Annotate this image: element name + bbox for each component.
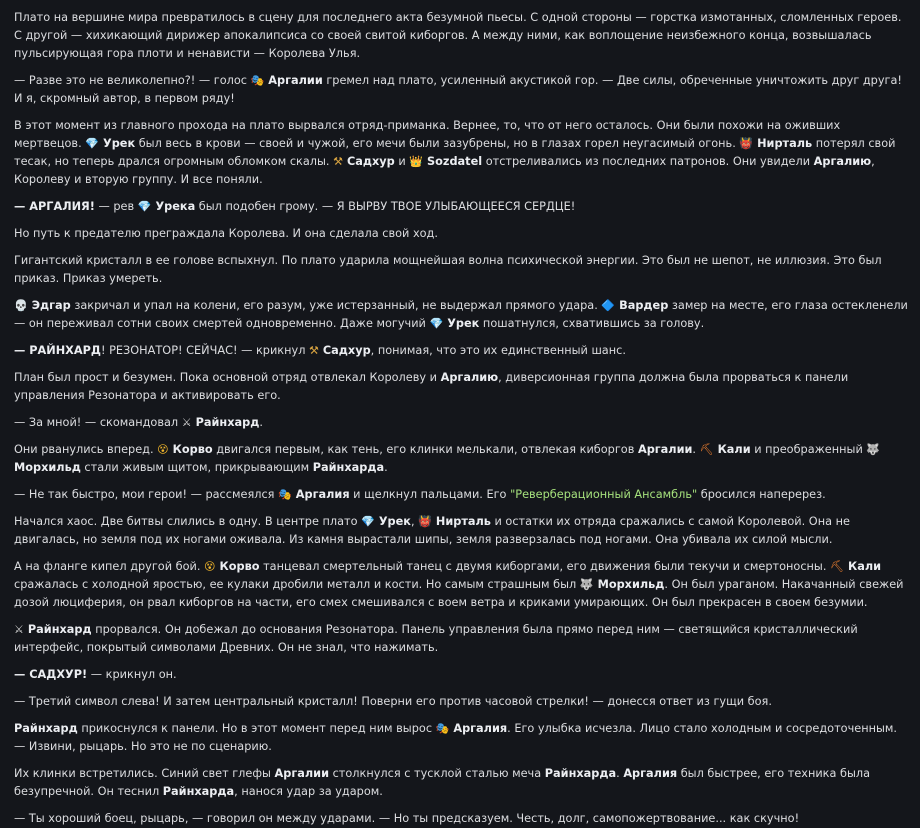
character-name: Корво [172, 443, 213, 456]
text-fragment: и [394, 155, 410, 168]
text-fragment: был подобен грому. — Я ВЫРВУ ТВОЕ УЛЫБАЮЩЕЕСЯ СЕРДЦЕ! [195, 200, 576, 213]
text-fragment: стали живым щитом, прикрывающим [80, 461, 313, 474]
text-fragment: . [384, 461, 388, 474]
text-fragment: прикоснулся к панели. Но в этот момент перед ним вырос [77, 722, 436, 735]
character-name: Морхильд [14, 461, 81, 474]
text-fragment: Гигантский кристалл в ее голове вспыхнул. По плато ударила мощнейшая волна психической энергии. Это был не шепот, не иллюзия. Это был приказ. Приказ умереть. [14, 254, 882, 285]
text-fragment: закричал и упал на колени, его разум, уже истерзанный, не выдержал прямого удара. [70, 299, 602, 312]
text-fragment: — Разве это не великолепно?! — голос [14, 74, 251, 87]
story-paragraph [14, 666, 910, 684]
character-name: Аргалия [453, 722, 508, 735]
character-name: Аргалию [440, 371, 499, 384]
gem-icon: 💎 [429, 317, 444, 330]
gem-icon: 💎 [85, 137, 99, 150]
text-fragment: План был прост и безумен. Пока основной отряд отвлекал Королеву и [14, 371, 441, 384]
text-fragment: прорвался. Он добежал до основания Резонатора. Панель управления была прямо перед ним — светящийся кристаллический интерфейс, покрытый символами Древних. Он не знал, что нажимать. [14, 623, 858, 654]
text-fragment: бросился наперерез. [697, 488, 826, 501]
story-paragraph [14, 225, 910, 243]
character-name: Кали [848, 560, 882, 573]
text-fragment: , понимая, что это их единственный шанс. [370, 344, 626, 357]
text-fragment: — Не так быстро, мои герои! — рассмеялся [14, 488, 279, 501]
character-name: Аргалия [295, 488, 350, 501]
text-fragment: пошатнулся, схватившись за голову. [479, 317, 705, 330]
character-name: Аргалию [813, 155, 872, 168]
character-name: Урека [155, 200, 196, 213]
text-fragment: потерял свой тесак, но теперь дрался огромным обломком скалы. [14, 137, 896, 168]
character-name: Аргалия [623, 767, 678, 780]
text-fragment: Но путь к предателю преграждала Королева. И она сделала свой ход. [14, 227, 438, 240]
text-fragment: Их клинки встретились. Синий свет глефы [14, 767, 275, 780]
character-name: Аргалии [268, 74, 323, 87]
text-fragment: . [616, 767, 624, 780]
crossed-swords-icon: ⚔ [14, 623, 24, 636]
story-paragraph [14, 513, 910, 549]
character-name: Райнхарда [162, 785, 235, 798]
text-fragment: — За мной! — скомандовал [14, 416, 182, 429]
text-fragment: и преображенный [750, 443, 867, 456]
character-name: Райнхард [27, 623, 92, 636]
character-name: Райнхарда [312, 461, 385, 474]
pickaxe-icon: ⛏ [699, 443, 714, 456]
text-fragment: ! РЕЗОНАТОР! СЕЙЧАС! — крикнул [100, 344, 310, 357]
story-paragraph [14, 369, 910, 405]
character-name: — САДХУР! [14, 668, 88, 681]
text-fragment: замер на месте, его глаза остекленели — он переживал сотни своих смертей одновременно. Даже могучий [14, 299, 908, 330]
text-fragment: — Третий символ слева! И затем центральный кристалл! Поверни его против часовой стрелки! — донесся ответ из гущи боя. [14, 695, 772, 708]
text-fragment: гремел над плато, усиленный акустикой гор. — Две силы, обреченные уничтожить друг друга! И я, скромный автор, в первом ряду! [14, 74, 902, 105]
story-paragraph [14, 558, 910, 612]
devil-icon: 👹 [739, 137, 754, 150]
story-paragraph [14, 198, 910, 216]
character-name: Урек [447, 317, 480, 330]
text-fragment: был весь в крови — своей и чужой, его мечи были зазубрены, но в глазах горел неугасимый огонь. [135, 137, 740, 150]
story-paragraph [14, 117, 910, 189]
text-fragment: — Извини, рыцарь. Но это не по сценарию. [14, 740, 272, 753]
tools-icon: ⚒ [309, 344, 319, 357]
crossed-swords-icon: ⚔ [181, 416, 192, 429]
story-paragraph [14, 765, 910, 801]
character-name: Эдгар [31, 299, 71, 312]
text-fragment: А на фланге кипел другой бой. [14, 560, 205, 573]
text-fragment: , [410, 515, 419, 528]
character-name: Нирталь [757, 137, 813, 150]
text-fragment: . [259, 416, 263, 429]
story-paragraph [14, 720, 910, 756]
text-fragment: и остатки их отряда сражались с самой Королевой. Она не двигалась, но земля под их ногами оживала. Из камня вырастали шипы, земля разверзалась под ногами. Она убивала их силой мысли. [14, 515, 850, 546]
text-fragment: столкнулся с тусклой сталью меча [329, 767, 545, 780]
crown-icon: 👑 [409, 155, 423, 168]
story-paragraph [14, 693, 910, 711]
pickaxe-icon: ⛏ [830, 560, 845, 573]
character-name: Корво [219, 560, 260, 573]
text-fragment: отстреливались из последних патронов. Они увидели [482, 155, 814, 168]
highlighted-text: "Реверберационный Ансамбль" [510, 488, 698, 501]
diamond-icon: 🔷 [601, 299, 616, 312]
masks-icon: 🎭 [435, 722, 450, 735]
character-name: Садхур [346, 155, 395, 168]
story-paragraph [14, 72, 910, 108]
character-name: Урек [102, 137, 136, 150]
text-fragment: — рев [94, 200, 138, 213]
text-fragment: . Его улыбка исчезла. Лицо стало холодным и сосредоточенным. [507, 722, 897, 735]
text-fragment: танцевал смертельный танец с двумя киборгами, его движения были текучи и смертоносны. [259, 560, 831, 573]
text-fragment: Начался хаос. Две битвы слились в одну. В центре плато [14, 515, 362, 528]
character-name: Аргалии [637, 443, 693, 456]
story-paragraph [14, 621, 910, 657]
character-name: Sozdatel [427, 155, 483, 168]
character-name: Райнхард [14, 722, 78, 735]
story-paragraph [14, 297, 910, 333]
character-name: Вардер [619, 299, 669, 312]
character-name: Садхур [322, 344, 371, 357]
text-fragment: , диверсионная группа должна была прорваться к панели управления Резонатора и активировать его. [14, 371, 849, 402]
text-fragment: Плато на вершине мира превратилось в сцену для последнего акта безумной пьесы. С одной стороны — горстка измотанных, сломленных героев. С другой — хихикающий дирижер апокалипсиса со своей свитой киборгов. А между ними, как воплощение неизбежного конца, возвышалась пульсирующая гора плоти и ненависти — Королева Улья. [14, 11, 902, 60]
story-paragraph [14, 810, 910, 828]
tools-icon: ⚒ [333, 155, 343, 168]
text-fragment: был быстрее, его техника была безупречной. Он теснил [14, 767, 871, 798]
story-paragraph [14, 342, 910, 360]
dizzy-face-icon: 😵 [157, 443, 169, 456]
character-name: — АРГАЛИЯ! [14, 200, 95, 213]
character-name: Кали [717, 443, 751, 456]
wolf-icon: 🐺 [579, 578, 594, 591]
text-fragment: . [692, 443, 700, 456]
text-fragment: . Он был ураганом. Накачанный свежей дозой люциферия, он рвал киборгов на части, его смех смешивался с воем ветра и криками умирающих. Он был прекрасен в своем безумии. [14, 578, 904, 609]
gem-icon: 💎 [361, 515, 375, 528]
character-name: — РАЙНХАРД [14, 344, 101, 357]
masks-icon: 🎭 [250, 74, 265, 87]
character-name: Аргалии [274, 767, 329, 780]
wolf-icon: 🐺 [866, 443, 881, 456]
text-fragment: , Королеву и вторую группу. И все поняли. [14, 155, 875, 186]
story-paragraph [14, 486, 910, 504]
text-fragment: — Ты хороший боец, рыцарь, — говорил он между ударами. — Но ты предсказуем. Честь, долг, самопожертвование... как скучно! [14, 812, 800, 825]
text-fragment: Они рванулись вперед. [14, 443, 158, 456]
character-name: Морхильд [597, 578, 665, 591]
story-paragraph [14, 441, 910, 477]
text-fragment: В этот момент из главного прохода на плато вырвался отряд-приманка. Вернее, то, что от него осталось. Они были похожи на оживших мертвецов. [14, 119, 841, 150]
character-name: Нирталь [435, 515, 491, 528]
text-fragment: — крикнул он. [87, 668, 177, 681]
story-paragraph [14, 9, 910, 63]
character-name: Райнхард [195, 416, 260, 429]
character-name: Урек [378, 515, 411, 528]
devil-icon: 👹 [418, 515, 432, 528]
skull-icon: 💀 [14, 299, 28, 312]
dizzy-face-icon: 😵 [204, 560, 216, 573]
text-fragment: двигался первым, как тень, его клинки мелькали, отвлекая киборгов [212, 443, 638, 456]
gem-icon: 💎 [137, 200, 152, 213]
masks-icon: 🎭 [278, 488, 292, 501]
character-name: Райнхарда [544, 767, 617, 780]
story-paragraph [14, 414, 910, 432]
story-paragraph [14, 252, 910, 288]
text-fragment: сражалась с холодной яростью, ее кулаки дробили металл и кости. Но самым страшным был [14, 578, 580, 591]
text-fragment: , нанося удар за ударом. [234, 785, 383, 798]
text-fragment: и щелкнул пальцами. Его [349, 488, 511, 501]
